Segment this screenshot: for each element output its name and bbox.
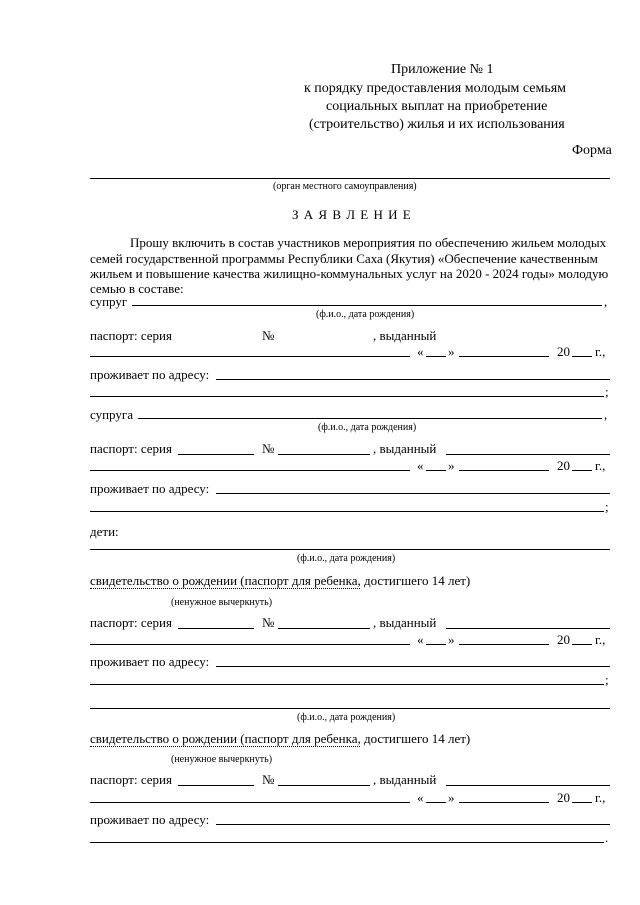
husband-address-label: проживает по адресу: (90, 367, 210, 382)
authority-caption: (орган местного самоуправления) (273, 181, 417, 192)
intro-line-2: семей государственной программы Республики Саха (Якутия) «Обеспечение качественным (90, 251, 598, 266)
child2-issued-by-line[interactable] (446, 785, 610, 786)
child1-strike-note: (ненужное вычеркнуть) (171, 597, 273, 608)
husband-year-prefix: 20 (557, 344, 570, 359)
husband-quote-open: « (417, 344, 424, 359)
husband-day-line[interactable] (426, 356, 446, 357)
wife-address-semicolon: ; (605, 499, 609, 514)
child1-day-line[interactable] (426, 644, 446, 645)
child2-strike-note: (ненужное вычеркнуть) (171, 754, 273, 765)
child1-address-label: проживает по адресу: (90, 654, 210, 669)
wife-issued-label: , выданный (373, 441, 437, 456)
child2-day-line[interactable] (426, 802, 446, 803)
husband-fio-line[interactable] (132, 305, 602, 306)
children-label: дети: (90, 524, 119, 539)
child2-series-line[interactable] (178, 785, 254, 786)
wife-address-line-1[interactable] (216, 493, 610, 494)
husband-passport-series-label: паспорт: серия (90, 328, 172, 343)
child1-number-line[interactable] (278, 628, 370, 629)
wife-year-prefix: 20 (557, 458, 570, 473)
child2-issued-label: , выданный (373, 772, 437, 787)
child2-quote-open: « (417, 790, 424, 805)
husband-address-line-1[interactable] (216, 379, 610, 380)
form-label: Форма (572, 143, 612, 158)
wife-series-line[interactable] (178, 454, 254, 455)
wife-year-line[interactable] (572, 470, 592, 471)
authority-line[interactable] (90, 178, 610, 179)
wife-year-suffix: г., (595, 458, 606, 473)
wife-day-line[interactable] (426, 470, 446, 471)
husband-issued-label: , выданный (373, 328, 437, 343)
child2-birth-cert-label: свидетельство о рождении (паспорт для ребенка, достигшего 14 лет) (90, 731, 471, 746)
husband-month-line[interactable] (459, 356, 549, 357)
child2-year-line[interactable] (572, 802, 592, 803)
husband-comma: , (604, 294, 608, 309)
appendix-line-2: к порядку предоставления молодым семьям (304, 81, 567, 96)
husband-year-suffix: г., (595, 344, 606, 359)
child2-number-label: № (262, 772, 275, 787)
child1-fio-caption: (ф.и.о., дата рождения) (297, 553, 396, 564)
wife-address-line-2[interactable] (90, 511, 604, 512)
child1-year-prefix: 20 (557, 632, 570, 647)
wife-fio-caption: (ф.и.о., дата рождения) (318, 422, 417, 433)
wife-issued-by-line[interactable] (446, 454, 610, 455)
child2-year-prefix: 20 (557, 790, 570, 805)
child1-series-line[interactable] (178, 628, 254, 629)
child1-quote-open: « (417, 632, 424, 647)
child2-address-label: проживает по адресу: (90, 812, 210, 827)
child2-birth-cert-underline (90, 746, 360, 747)
husband-address-line-2[interactable] (90, 396, 604, 397)
wife-passport-series-label: паспорт: серия (90, 441, 172, 456)
child1-birth-cert-underline (90, 588, 360, 589)
husband-year-line[interactable] (572, 356, 592, 357)
appendix-line-3: социальных выплат на приобретение (326, 99, 548, 114)
husband-number-label: № (262, 328, 275, 343)
child2-month-line[interactable] (459, 802, 549, 803)
intro-line-1: Прошу включить в состав участников мероприятия по обеспечению жильем молодых (130, 235, 607, 250)
wife-fio-line[interactable] (138, 418, 602, 419)
child2-passport-series-label: паспорт: серия (90, 772, 172, 787)
wife-month-line[interactable] (459, 470, 549, 471)
child2-fio-line[interactable] (90, 708, 610, 709)
child1-passport-series-label: паспорт: серия (90, 615, 172, 630)
child1-address-line-2[interactable] (90, 684, 604, 685)
child1-issued-line[interactable] (90, 644, 410, 645)
child2-fio-caption: (ф.и.о., дата рождения) (297, 712, 396, 723)
child2-year-suffix: г., (595, 790, 606, 805)
child2-quote-close: » (448, 790, 455, 805)
wife-quote-open: « (417, 458, 424, 473)
husband-label: супруг (90, 294, 128, 309)
child1-year-line[interactable] (572, 644, 592, 645)
appendix-line-4: (строительство) жилья и их использования (309, 117, 565, 132)
husband-fio-caption: (ф.и.о., дата рождения) (316, 309, 415, 320)
husband-quote-close: » (448, 344, 455, 359)
child1-fio-line[interactable] (90, 549, 610, 550)
child1-year-suffix: г., (595, 632, 606, 647)
appendix-number: Приложение № 1 (391, 62, 494, 77)
child1-quote-close: » (448, 632, 455, 647)
child2-address-period: . (605, 830, 609, 845)
wife-label: супруга (90, 407, 133, 422)
wife-comma: , (604, 407, 608, 422)
page-title: З А Я В Л Е Н И Е (292, 207, 412, 222)
child1-issued-by-line[interactable] (446, 628, 610, 629)
child2-issued-line[interactable] (90, 802, 410, 803)
child1-number-label: № (262, 615, 275, 630)
child1-issued-label: , выданный (373, 615, 437, 630)
intro-line-4: семью в составе: (90, 281, 184, 296)
wife-issued-line[interactable] (90, 470, 410, 471)
child1-birth-cert-label: свидетельство о рождении (паспорт для ребенка, достигшего 14 лет) (90, 573, 471, 588)
husband-address-semicolon: ; (605, 384, 609, 399)
wife-number-label: № (262, 441, 275, 456)
husband-issued-line[interactable] (90, 356, 410, 357)
intro-line-3: жильем и повышение качества жилищно-коммунальных услуг на 2020 - 2024 годы» молодую (90, 266, 609, 281)
child2-number-line[interactable] (278, 785, 370, 786)
child2-address-line-1[interactable] (216, 824, 610, 825)
wife-number-line[interactable] (278, 454, 370, 455)
child2-address-line-2[interactable] (90, 842, 604, 843)
child1-address-semicolon: ; (605, 672, 609, 687)
wife-quote-close: » (448, 458, 455, 473)
wife-address-label: проживает по адресу: (90, 481, 210, 496)
child1-address-line-1[interactable] (216, 666, 610, 667)
child1-month-line[interactable] (459, 644, 549, 645)
